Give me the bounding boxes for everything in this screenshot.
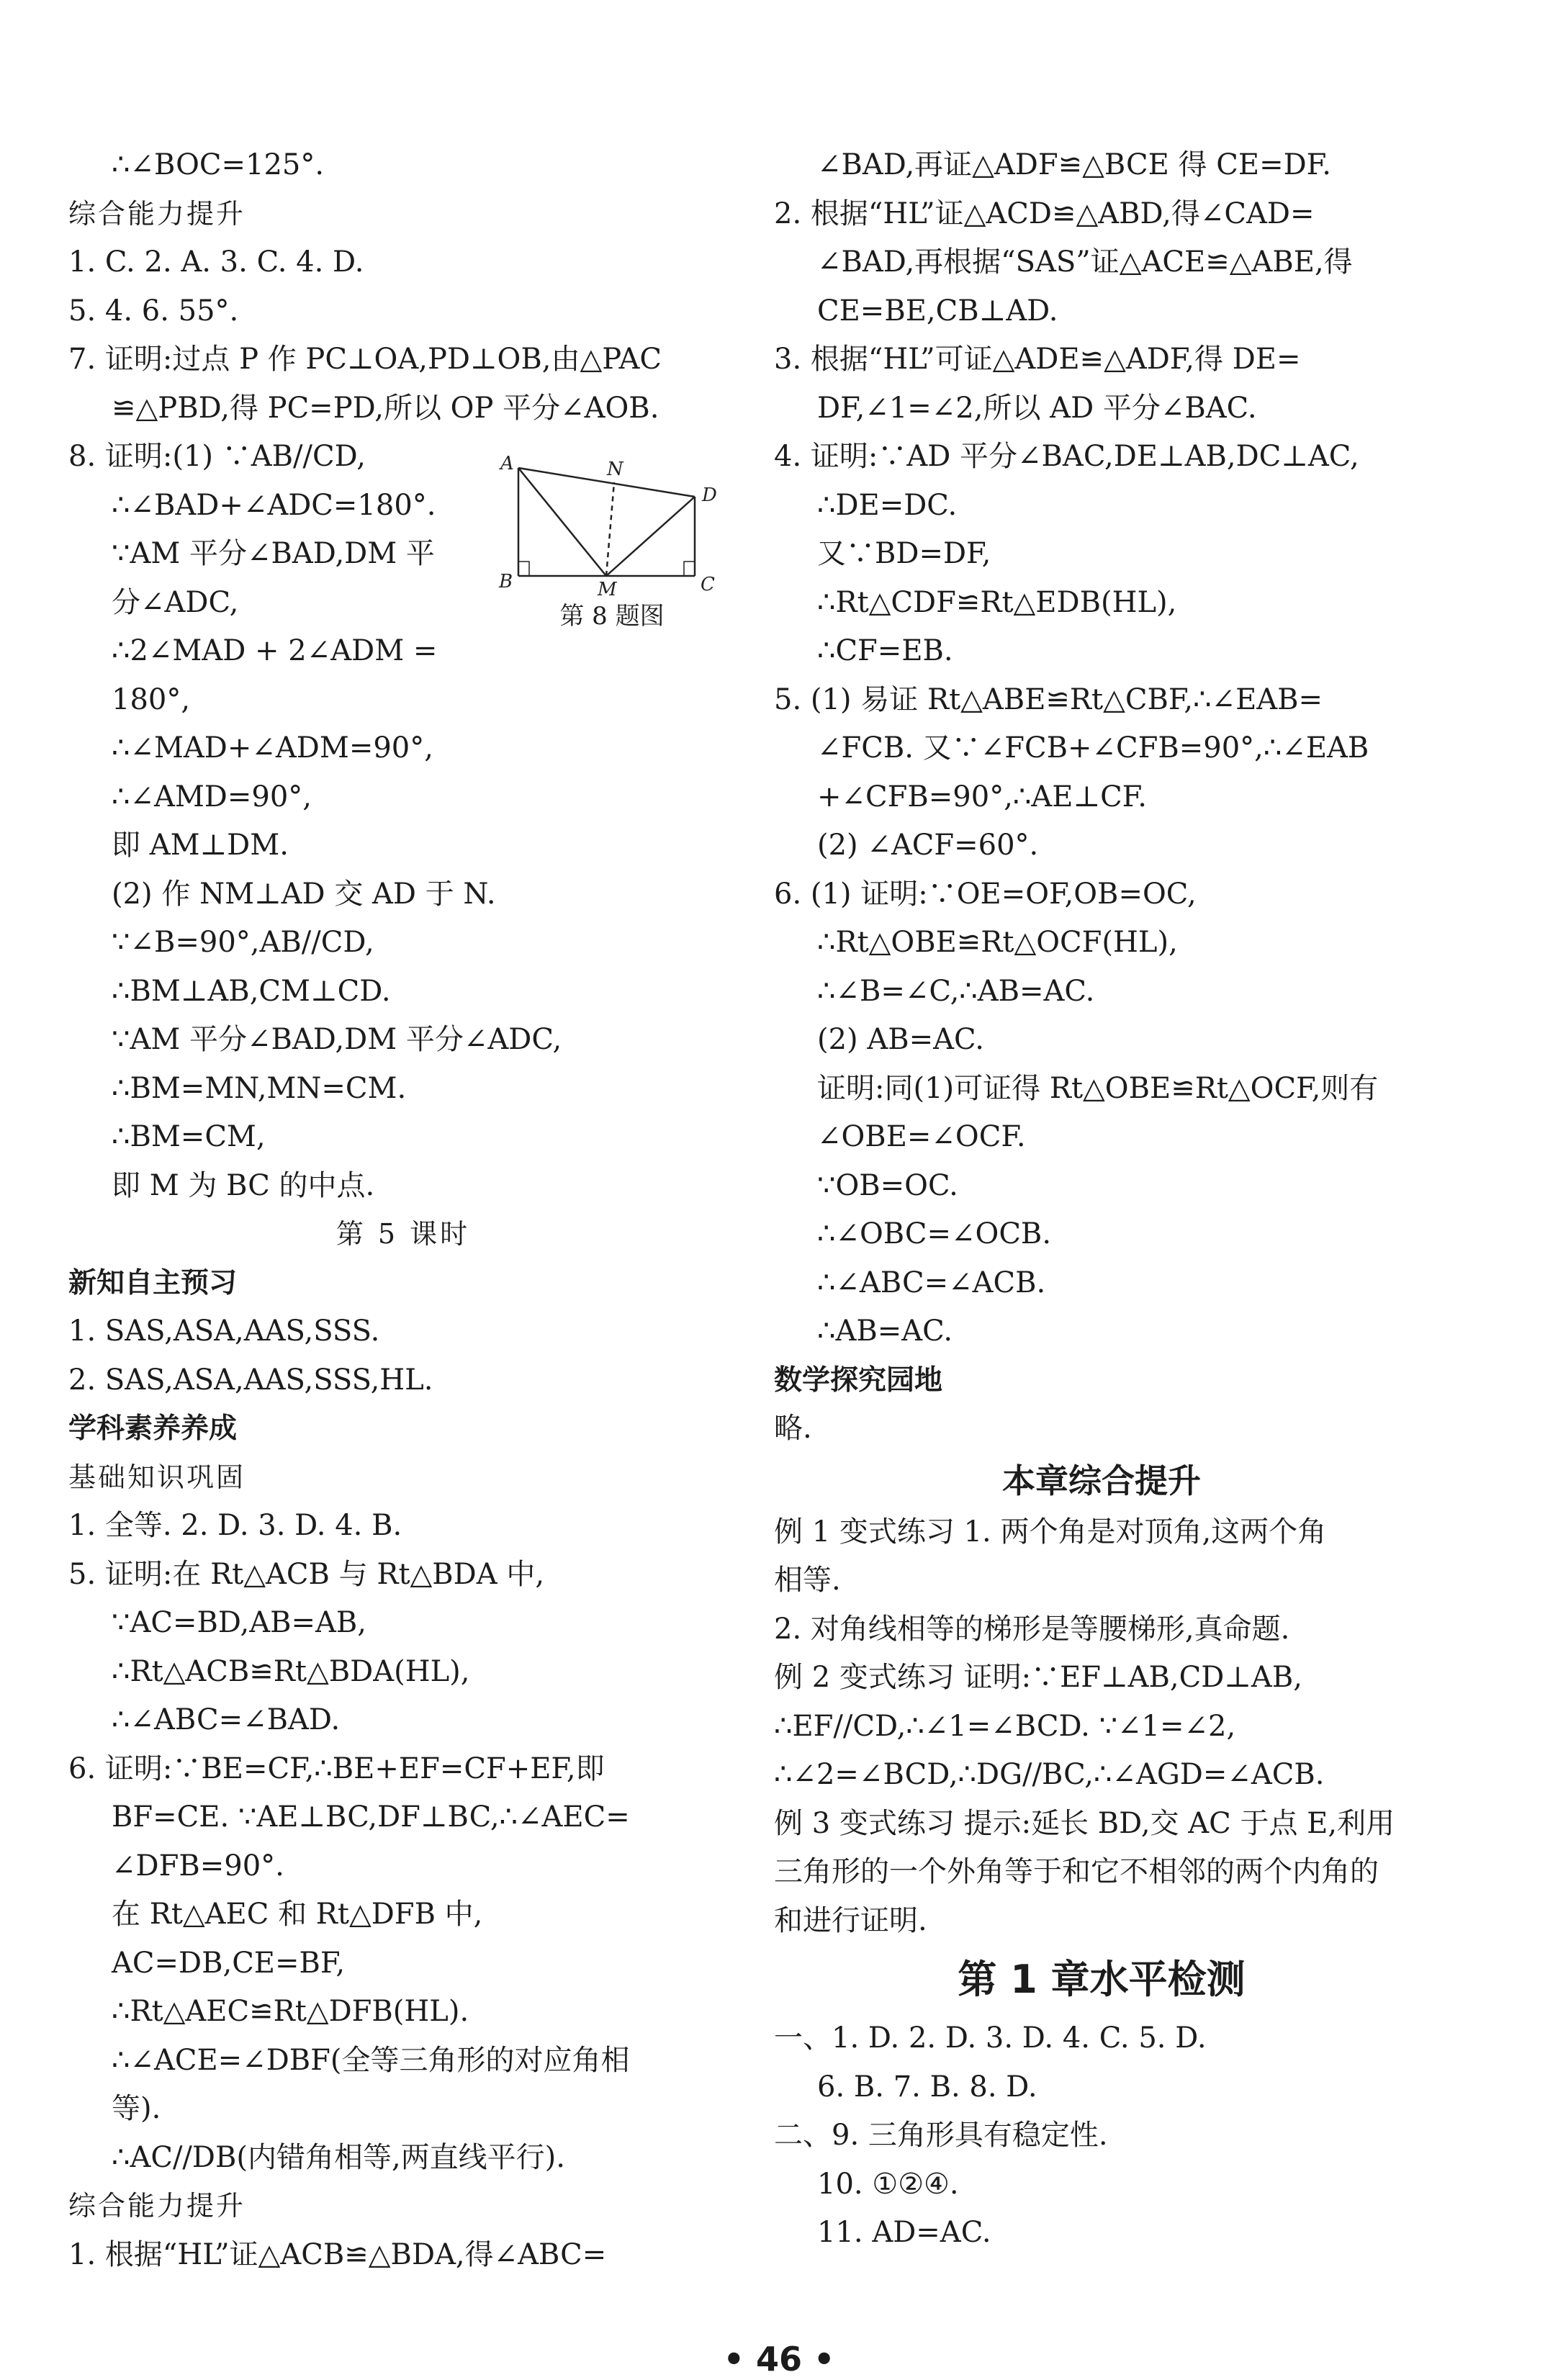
left-text-line: ∴Rt△AEC≌Rt△DFB(HL). [112, 1995, 469, 2028]
left-text-line: 新知自主预习 [68, 1266, 238, 1299]
left-text-line: 分∠ADC, [112, 585, 239, 619]
left-text-line: 第 5 课时 [336, 1218, 471, 1250]
right-text-line: 证明:同(1)可证得 Rt△OBE≌Rt△OCF,则有 [817, 1071, 1379, 1105]
left-text-line: ∴∠AMD=90°, [112, 780, 312, 813]
label-n: N [607, 459, 623, 480]
left-text-line: ∴BM=CM, [112, 1120, 266, 1153]
page-number: • 46 • [723, 2340, 835, 2379]
right-text-line: 4. 证明:∵AD 平分∠BAC,DE⊥AB,DC⊥AC, [774, 440, 1359, 473]
label-m: M [598, 579, 617, 598]
segment-mn-dashed [606, 482, 614, 576]
left-text-line: ∠DFB=90°. [112, 1849, 284, 1883]
left-text-line: 7. 证明:过点 P 作 PC⊥OA,PD⊥OB,由△PAC [68, 343, 662, 376]
right-text-line: ∠OBE=∠OCF. [817, 1120, 1026, 1153]
left-text-line: 8. 证明:(1) ∵AB//CD, [68, 440, 366, 473]
left-text-line: 综合能力提升 [68, 197, 246, 230]
right-text-line: ∴CF=EB. [817, 634, 953, 667]
left-text-line: 综合能力提升 [68, 2190, 246, 2222]
left-text-line: 1. 全等. 2. D. 3. D. 4. B. [68, 1509, 402, 1542]
right-text-line: 一、1. D. 2. D. 3. D. 4. C. 5. D. [774, 2021, 1207, 2055]
left-text-line: 2. SAS,ASA,AAS,SSS,HL. [68, 1363, 433, 1397]
left-text-line: ∴BM=MN,MN=CM. [112, 1071, 407, 1105]
geometry-figure [493, 454, 731, 641]
right-text-line: 11. AD=AC. [817, 2216, 991, 2249]
left-text-line: ∴2∠MAD + 2∠ADM = [112, 634, 438, 667]
right-text-line: 2. 根据“HL”证△ACD≌△ABD,得∠CAD= [774, 197, 1315, 230]
left-text-line: 180°, [112, 682, 191, 716]
left-text-line: 等). [112, 2092, 161, 2125]
left-text-line: ∵∠B=90°,AB//CD, [112, 926, 374, 959]
right-text-line: 二、9. 三角形具有稳定性. [774, 2119, 1108, 2152]
right-text-line: ∴DE=DC. [817, 488, 958, 522]
label-b: B [499, 571, 513, 592]
left-text-line: (2) 作 NM⊥AD 交 AD 于 N. [112, 877, 496, 911]
left-text-line: ∵AM 平分∠BAD,DM 平分∠ADC, [112, 1023, 562, 1056]
figure-diagram [493, 454, 731, 598]
right-text-line: 例 3 变式练习 提示:延长 BD,交 AC 于点 E,利用 [774, 1806, 1395, 1840]
right-text-line: 相等. [774, 1564, 841, 1597]
right-text-line: (2) AB=AC. [817, 1023, 984, 1056]
right-text-line: 例 2 变式练习 证明:∵EF⊥AB,CD⊥AB, [774, 1661, 1302, 1694]
left-text-line: ∵AM 平分∠BAD,DM 平 [112, 537, 435, 570]
right-angle-mark-b [518, 562, 529, 576]
right-text-line: ∴∠OBC=∠OCB. [817, 1217, 1052, 1250]
left-text-line: BF=CE. ∵AE⊥BC,DF⊥BC,∴∠AEC= [112, 1800, 630, 1834]
left-text-line: ∴∠ABC=∠BAD. [112, 1703, 341, 1736]
right-text-line: 又∵BD=DF, [817, 537, 991, 570]
left-text-line: ∴∠BOC=125°. [112, 148, 325, 181]
right-text-line: ∴∠2=∠BCD,∴DG//BC,∴∠AGD=∠ACB. [774, 1758, 1325, 1791]
left-text-line: AC=DB,CE=BF, [112, 1946, 346, 1980]
right-text-line: 数学探究园地 [774, 1363, 943, 1397]
segment-dm [606, 497, 695, 576]
label-d: D [702, 484, 717, 506]
right-text-line: ∴AB=AC. [817, 1315, 953, 1348]
left-text-line: 1. C. 2. A. 3. C. 4. D. [68, 245, 364, 279]
label-c: C [701, 574, 715, 595]
left-text-line: ∵AC=BD,AB=AB, [112, 1606, 367, 1639]
right-text-line: 2. 对角线相等的梯形是等腰梯形,真命题. [774, 1612, 1290, 1646]
right-column [774, 141, 1429, 2258]
left-text-line: ∴∠MAD+∠ADM=90°, [112, 731, 433, 765]
right-text-line: ∴Rt△OBE≌Rt△OCF(HL), [817, 926, 1178, 959]
right-text-line: ∵OB=OC. [817, 1168, 958, 1202]
right-text-line: +∠CFB=90°,∴AE⊥CF. [817, 780, 1147, 813]
right-text-line: 三角形的一个外角等于和它不相邻的两个内角的 [774, 1855, 1379, 1888]
right-text-line: 和进行证明. [774, 1903, 927, 1937]
left-text-line: 在 Rt△AEC 和 Rt△DFB 中, [112, 1898, 483, 1931]
figure-caption: 第 8 题图 [559, 602, 665, 631]
right-text-line: 3. 根据“HL”可证△ADE≌△ADF,得 DE= [774, 343, 1301, 376]
right-text-line: DF,∠1=∠2,所以 AD 平分∠BAC. [817, 391, 1257, 425]
right-text-line: ∠BAD,再根据“SAS”证△ACE≌△ABE,得 [817, 245, 1353, 279]
right-text-line: ∠FCB. 又∵∠FCB+∠CFB=90°,∴∠EAB [817, 731, 1369, 765]
right-text-line: 6. (1) 证明:∵OE=OF,OB=OC, [774, 877, 1197, 911]
segment-am [518, 468, 606, 576]
right-text-line: (2) ∠ACF=60°. [817, 829, 1039, 862]
left-text-line: 6. 证明:∵BE=CF,∴BE+EF=CF+EF,即 [68, 1752, 605, 1785]
right-text-line: ∴∠ABC=∠ACB. [817, 1266, 1046, 1299]
right-text-line: 例 1 变式练习 1. 两个角是对顶角,这两个角 [774, 1515, 1327, 1549]
left-text-line: 即 M 为 BC 的中点. [112, 1168, 375, 1202]
left-text-line: 基础知识巩固 [68, 1461, 246, 1493]
left-text-line: ∴∠BAD+∠ADC=180°. [112, 488, 436, 522]
right-text-line: ∴Rt△CDF≌Rt△EDB(HL), [817, 585, 1177, 619]
left-text-line: 1. 根据“HL”证△ACB≌△BDA,得∠ABC= [68, 2237, 607, 2271]
label-a: A [500, 454, 514, 474]
left-text-line: ∴AC//DB(内错角相等,两直线平行). [112, 2140, 565, 2174]
right-text-line: 5. (1) 易证 Rt△ABE≌Rt△CBF,∴∠EAB= [774, 682, 1323, 716]
left-text-line: 5. 4. 6. 55°. [68, 294, 239, 328]
left-text-line: ∴BM⊥AB,CM⊥CD. [112, 974, 391, 1008]
left-text-line: ∴Rt△ACB≌Rt△BDA(HL), [112, 1654, 470, 1688]
left-text-line: ≌△PBD,得 PC=PD,所以 OP 平分∠AOB. [112, 391, 659, 425]
right-text-line: 本章综合提升 [1002, 1461, 1201, 1500]
left-text-line: 1. SAS,ASA,AAS,SSS. [68, 1315, 380, 1348]
right-text-line: ∴∠B=∠C,∴AB=AC. [817, 974, 1095, 1008]
right-text-line: 10. ①②④. [817, 2167, 959, 2201]
left-text-line: 5. 证明:在 Rt△ACB 与 Rt△BDA 中, [68, 1557, 545, 1591]
right-angle-mark-c [684, 562, 695, 576]
right-text-line: 略. [774, 1412, 812, 1445]
left-text-line: ∴∠ACE=∠DBF(全等三角形的对应角相 [112, 2043, 630, 2077]
right-text-line: CE=BE,CB⊥AD. [817, 294, 1058, 328]
right-text-line: 6. B. 7. B. 8. D. [817, 2070, 1037, 2104]
left-text-line: 学科素养养成 [68, 1412, 238, 1445]
right-text-line: ∴EF//CD,∴∠1=∠BCD. ∵∠1=∠2, [774, 1709, 1236, 1743]
left-text-line: 即 AM⊥DM. [112, 829, 289, 862]
right-text-line: 第 1 章水平检测 [958, 1957, 1246, 2002]
right-text-line: ∠BAD,再证△ADF≌△BCE 得 CE=DF. [817, 148, 1331, 181]
